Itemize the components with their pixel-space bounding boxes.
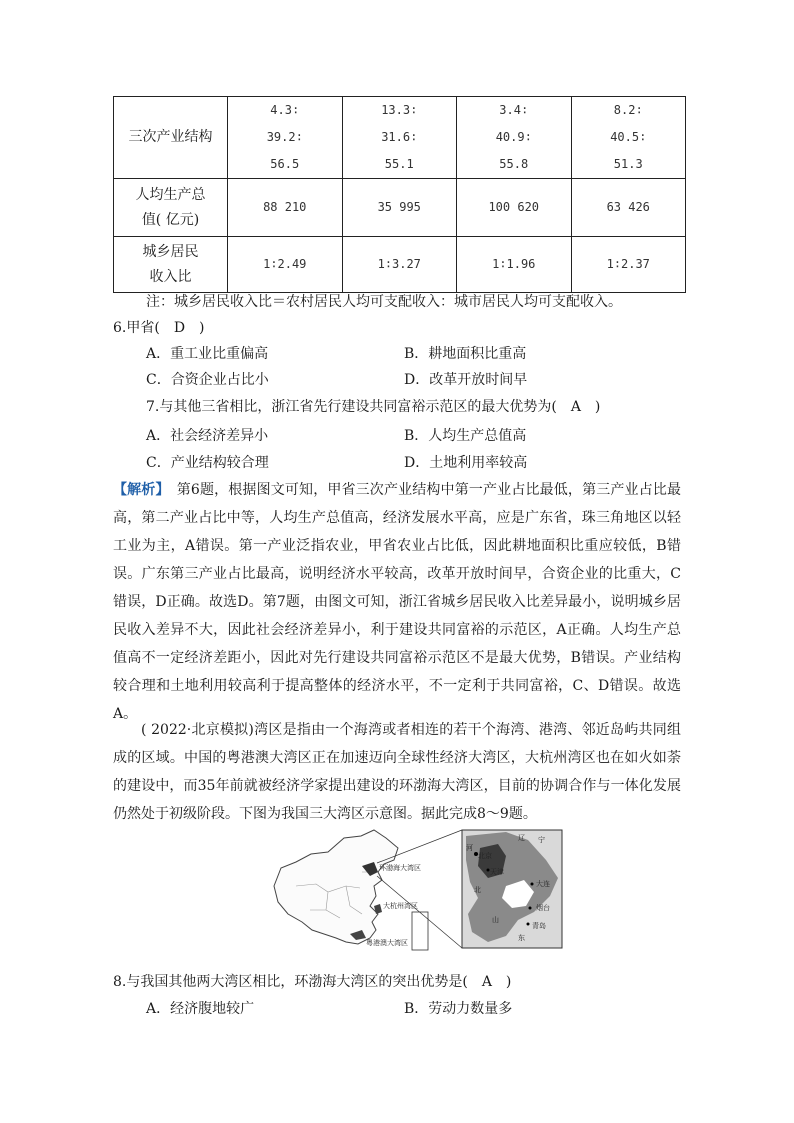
data-cell-line: 100 620 <box>488 200 540 214</box>
question-8-stem: 8.与我国其他两大湾区相比，环渤海大湾区的突出优势是( A ) <box>113 974 512 990</box>
question-6-stem: 6.甲省( D ) <box>113 320 205 336</box>
data-cell <box>457 237 572 293</box>
q7-option-a: A．社会经济差异小 <box>146 428 269 444</box>
data-cell-line: 63 426 <box>606 200 650 214</box>
data-cell-line: 88 210 <box>263 200 307 214</box>
row-header-line: 三次产业结构 <box>128 129 213 145</box>
inset-label-yantai: 烟台 <box>536 904 550 912</box>
data-cell <box>457 97 572 179</box>
data-cell <box>342 179 457 237</box>
data-cell <box>571 237 686 293</box>
data-cell-line: 56.5 <box>270 157 300 171</box>
data-cell <box>228 179 343 237</box>
data-cell-line: 39.2∶ <box>266 130 303 144</box>
industry-data-table <box>113 96 686 293</box>
label-bohai-bay-area: 环渤海大湾区 <box>379 864 421 872</box>
q7-option-d: D．土地利用率较高 <box>404 455 528 471</box>
data-cell <box>228 237 343 293</box>
q6-option-a: A．重工业比重偏高 <box>146 346 269 362</box>
row-header-line: 城乡居民 <box>142 243 199 260</box>
data-cell-line: 31.6∶ <box>381 130 418 144</box>
row-header-line: 值( 亿元) <box>141 211 200 228</box>
row-header-cell <box>114 179 228 237</box>
inset-label-tianjin: 天津 <box>490 868 504 876</box>
data-cell-line: 55.8 <box>499 157 529 171</box>
inset-label-shan: 山 <box>492 916 499 924</box>
q6-option-d: D．改革开放时间早 <box>404 372 528 388</box>
data-cell-line: 1∶1.96 <box>492 257 536 271</box>
data-cell-line: 51.3 <box>613 157 643 171</box>
china-outline-shape <box>274 830 398 944</box>
row-header-cell <box>114 97 228 179</box>
table-note: 注：城乡居民收入比＝农村居民人均可支配收入：城市居民人均可支配收入。 <box>146 294 622 310</box>
data-cell <box>571 97 686 179</box>
table-row <box>114 237 686 293</box>
row-header-line: 人均生产总 <box>135 186 206 203</box>
q7-option-b: B．人均生产总值高 <box>404 428 527 444</box>
inset-label-dalian: 大连 <box>536 880 550 888</box>
question-7-stem: 7.与其他三省相比，浙江省先行建设共同富裕示范区的最大优势为( A ) <box>146 399 601 415</box>
data-cell-line: 8.2∶ <box>613 103 643 117</box>
data-cell-line: 4.3∶ <box>270 103 300 117</box>
table-row <box>114 97 686 179</box>
data-cell-line: 3.4∶ <box>499 103 529 117</box>
data-cell-line: 40.9∶ <box>495 130 532 144</box>
data-cell <box>457 179 572 237</box>
data-cell <box>571 179 686 237</box>
label-hangzhou-bay-area: 大杭州湾区 <box>383 902 418 910</box>
data-cell-line: 35 995 <box>377 200 421 214</box>
inset-label-liao: 辽 <box>518 834 525 842</box>
analysis-paragraph <box>113 476 681 728</box>
q8-option-b: B．劳动力数量多 <box>404 1001 513 1017</box>
table-row <box>114 179 686 237</box>
data-cell <box>342 97 457 179</box>
data-cell-line: 55.1 <box>384 157 414 171</box>
inset-label-ning: 宁 <box>538 836 545 844</box>
data-cell-line: 40.5∶ <box>610 130 647 144</box>
inset-label-beijing: 北京 <box>478 852 492 860</box>
three-bay-areas-map <box>266 826 564 966</box>
inset-label-he: 河 <box>466 844 473 852</box>
q6-option-b: B．耕地面积比重高 <box>404 346 527 362</box>
analysis-tag: 【解析】 <box>113 482 163 498</box>
data-cell-line: 1∶3.27 <box>377 257 421 271</box>
south-china-sea-inset <box>412 912 428 950</box>
label-guangdong-bay-area: 粤港澳大湾区 <box>366 939 408 947</box>
analysis-text: 第6题，根据图文可知，甲省三次产业结构中第一产业占比最低，第三产业占比最高，第二产业占比中等，人均生产总值高，经济发展水平高，应是广东省，珠三角地区以轻工业为主，A错误。第一产业泛指农业，甲省农业占比低，因此耕地面积比重应较低，B错误。广东第三产业占比最高，说明经济水平较高，改革开放时间早，合资企业的比重大，C错误，D正确。故选D。第7题，由图文可知，浙江省城乡居民收入比差异最小，说明城乡居民收入差异不大，因此社会经济差异小，利于建设共同富裕的示范区，A正确。人均生产总值高不一定经济差距小，因此对先行建设共同富裕示范区不是最大优势，B错误。产业结构较合理和土地利用较高利于提高整体的经济水平，不一定利于共同富裕，C、D错误。故选A。 <box>113 482 681 722</box>
inset-label-qingdao: 青岛 <box>532 922 546 930</box>
passage-paragraph: ( 2022·北京模拟)湾区是指由一个海湾或者相连的若干个海湾、港湾、邻近岛屿共同组成的区域。中国的粤港澳大湾区正在加速迈向全球性经济大湾区，大杭州湾区也在如火如荼的建设中，而35年前就被经济学家提出建设的环渤海大湾区，目前的协调合作与一体化发展仍然处于初级阶段。下图为我国三大湾区示意图。据此完成8～9题。 <box>113 722 681 822</box>
data-cell-line: 1∶2.37 <box>606 257 650 271</box>
row-header-cell <box>114 237 228 293</box>
data-cell <box>228 97 343 179</box>
inset-label-bei: 北 <box>474 886 481 894</box>
data-cell-line: 13.3∶ <box>381 103 418 117</box>
data-cell <box>342 237 457 293</box>
inset-label-dong: 东 <box>518 934 525 942</box>
row-header-line: 收入比 <box>149 268 192 285</box>
data-cell-line: 1∶2.49 <box>263 257 307 271</box>
q6-option-c: C．合资企业占比小 <box>146 372 269 388</box>
q8-option-a: A．经济腹地较广 <box>146 1001 255 1017</box>
q7-option-c: C．产业结构较合理 <box>146 455 269 471</box>
